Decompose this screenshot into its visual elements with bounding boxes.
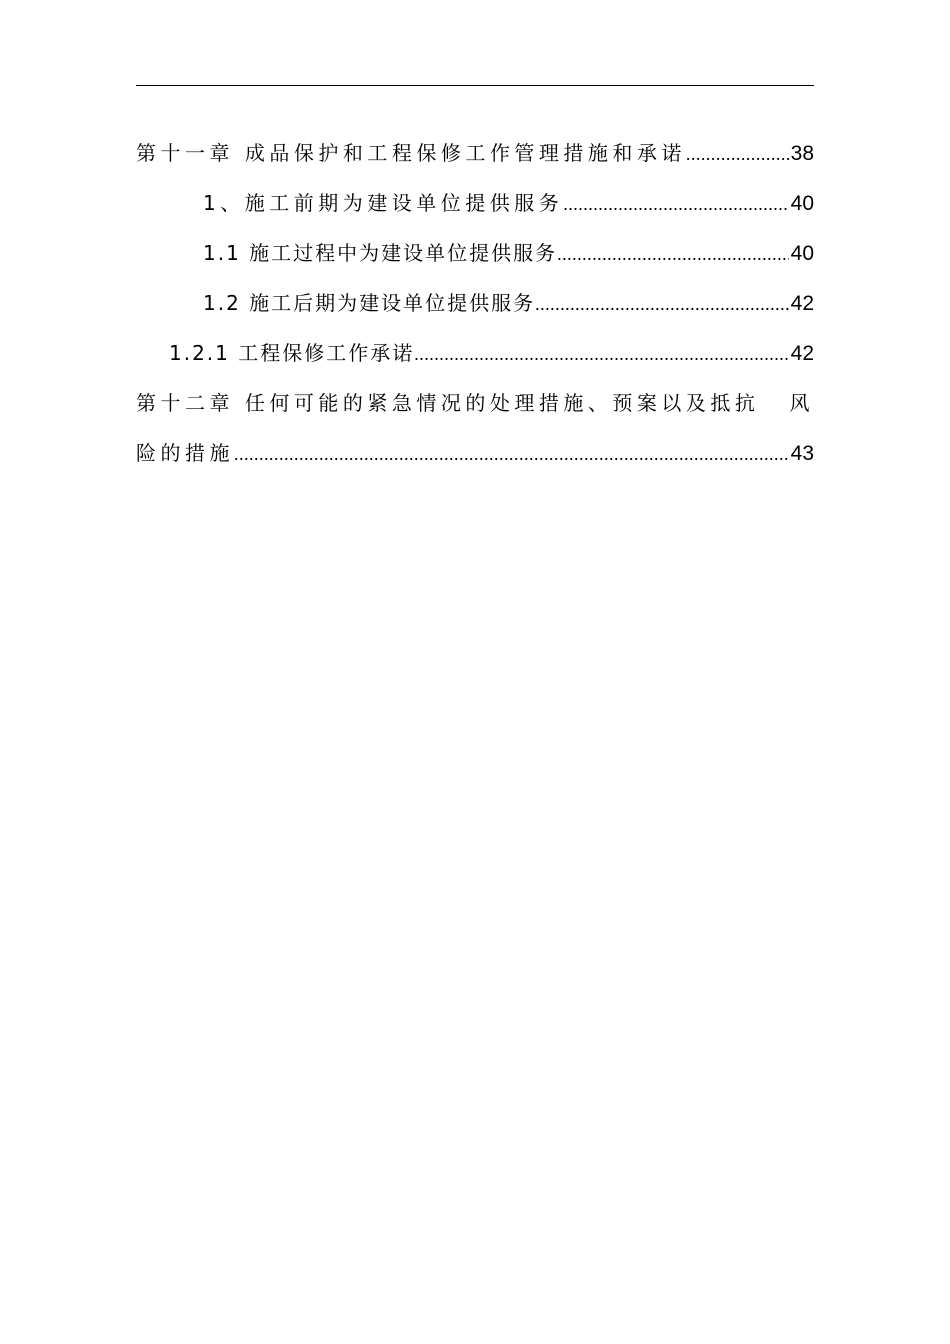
table-of-contents: [136, 128, 814, 478]
toc-entry-chapter-11[interactable]: [136, 128, 814, 178]
toc-page-number: 43: [790, 442, 814, 465]
toc-page-number: 40: [790, 242, 814, 265]
toc-entry-title-line2: 险的措施: [136, 441, 234, 465]
toc-dot-leader: [414, 329, 788, 379]
toc-entry-title: 1.2.1 工程保修工作承诺: [169, 341, 415, 365]
toc-dot-leader: [535, 279, 788, 329]
toc-page-number: 42: [790, 292, 814, 315]
toc-entry-section-1-2[interactable]: [136, 278, 814, 328]
toc-dot-leader: [686, 129, 789, 179]
toc-page-number: 38: [790, 142, 814, 165]
toc-entry-title: 1.2 施工后期为建设单位提供服务: [203, 291, 536, 315]
toc-dot-leader: [234, 429, 789, 479]
header-rule: [136, 85, 814, 86]
toc-entry-title: 1.1 施工过程中为建设单位提供服务: [203, 241, 558, 265]
toc-page-number: 40: [790, 192, 814, 215]
toc-entry-section-1-2-1[interactable]: [136, 328, 814, 378]
toc-entry-second-line: [136, 428, 814, 478]
toc-entry-section-1[interactable]: [136, 178, 814, 228]
toc-entry-chapter-12[interactable]: [136, 378, 814, 478]
toc-page-number: 42: [790, 342, 814, 365]
toc-entry-title-line1: 第十二章 任何可能的紧急情况的处理措施、预案以及抵抗: [136, 391, 760, 415]
toc-entry-title: 1、施工前期为建设单位提供服务: [203, 191, 564, 215]
toc-entry-title: 第十一章 成品保护和工程保修工作管理措施和承诺: [136, 141, 686, 165]
toc-entry-section-1-1[interactable]: [136, 228, 814, 278]
toc-entry-title-line1-tail: 风: [789, 391, 814, 415]
toc-dot-leader: [563, 179, 788, 229]
toc-entry-first-line: [136, 378, 814, 428]
toc-dot-leader: [557, 229, 788, 279]
